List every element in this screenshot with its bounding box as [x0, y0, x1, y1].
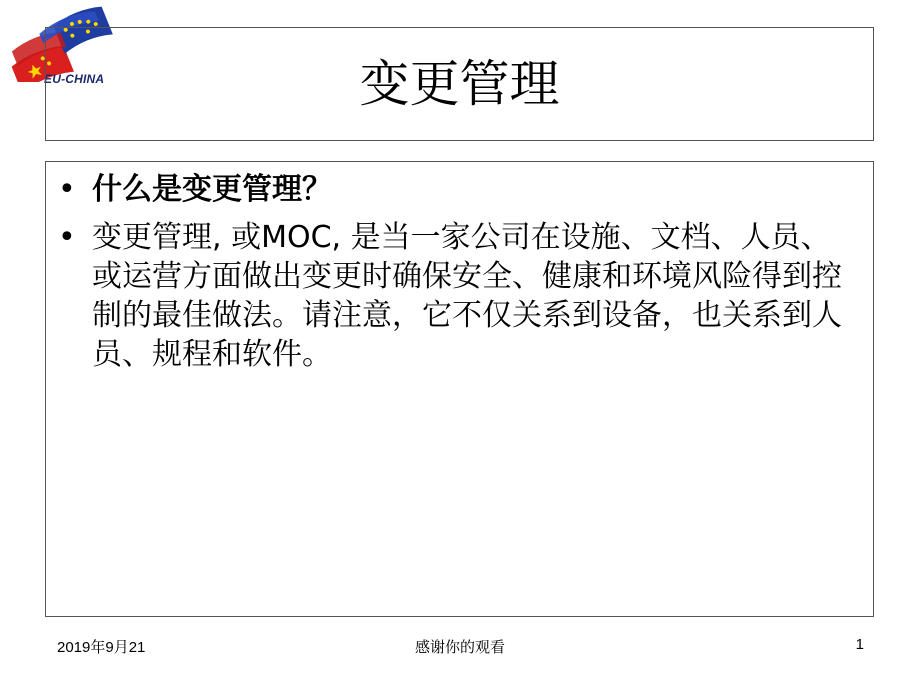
bullet-dot-icon: •: [58, 172, 76, 207]
logo-text: EU-CHINA: [44, 72, 105, 86]
page-number: 1: [855, 636, 864, 653]
bullet-text: 变更管理, 或MOC, 是当一家公司在设施、文档、人员、或运营方面做出变更时确保安全、健康和环境风险得到控制的最佳做法。请注意，它不仅关系到设备，也关系到人员、规程和软件。: [92, 220, 842, 372]
footer-date: 2019年9月21: [57, 639, 146, 656]
bullet-item: [46, 218, 873, 374]
bullet-item: [46, 170, 873, 209]
slide-title: 变更管理: [359, 55, 560, 113]
bullet-dot-icon: •: [58, 220, 76, 255]
title-box: [45, 27, 874, 141]
bullet-list: [46, 170, 873, 383]
content-box: [45, 161, 874, 617]
bullet-text: 什么是变更管理？: [92, 172, 332, 207]
footer-center-text: 感谢你的观看: [414, 639, 505, 656]
